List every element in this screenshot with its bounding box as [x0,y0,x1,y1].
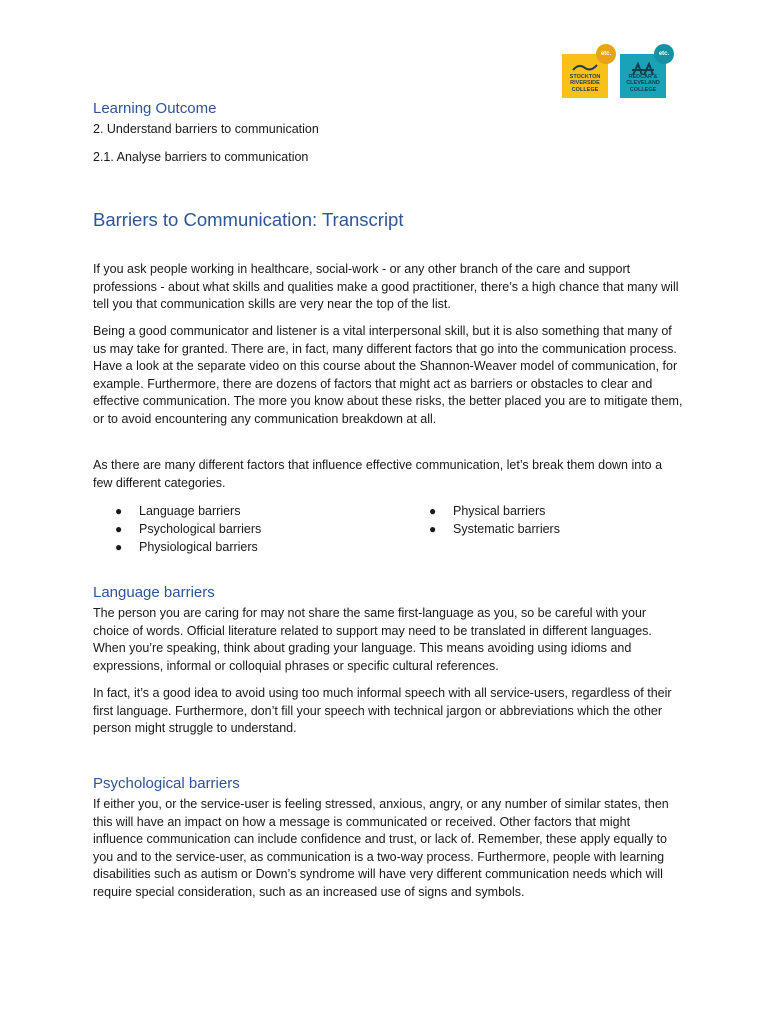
bullet-icon: ● [115,540,123,554]
list-item: ● Physical barriers [429,504,546,518]
language-paragraph-2: In fact, it’s a good idea to avoid using too much informal speech with all service-users, regardless of their first language. Furthermore, don’t fill your speech with technical jargon or abbreviations which the other person might struggle to understand. [93,686,672,736]
learning-outcome-heading: Learning Outcome [93,100,217,117]
stockton-riverside-college-logo [562,51,612,98]
etc-badge: etc. [654,44,674,64]
list-item: ● Language barriers [115,504,241,518]
intro-paragraph-1: If you ask people working in healthcare, social-work - or any other branch of the care and support professions - about what skills and qualities make a good practitioner, there’s a high chance that many will tell you that communication skills are very near the top of the list. [93,262,679,312]
learning-outcome-line: 2. Understand barriers to communication [93,122,319,136]
list-item: ● Psychological barriers [115,522,262,536]
college-logos [560,44,678,100]
bullet-icon: ● [115,504,123,518]
bullet-icon: ● [429,504,437,518]
learning-outcome-subline: 2.1. Analyse barriers to communication [93,150,309,164]
categories-column-left [115,502,261,556]
psychological-barriers-heading: Psychological barriers [93,775,240,792]
redcar-cleveland-college-logo [620,51,670,98]
categories-column-right [429,502,560,538]
bullet-icon: ● [115,522,123,536]
wave-icon [572,62,598,72]
intro-paragraph-3: As there are many different factors that influence effective communication, let’s break them down into a few different categories. [93,458,663,490]
bullet-icon: ● [429,522,437,536]
list-item: ● Physiological barriers [115,540,258,554]
psychological-paragraph-1: If either you, or the service-user is feeling stressed, anxious, angry, or any number of similar states, then this will have an impact on how a message is communicated or received. Other factors that might influence communication can include confidence and trust, or lack of. Remember, these apply equally to you and to the service-user, as communication is a two-way process. Furthermore, people with learning disabilities such as autism or Down’s syndrome will have very different communication needs which will require special consideration, such as an increased use of signs and symbols. [93,797,669,899]
logo-wordmark: STOCKTON RIVERSIDE COLLEGE [569,73,601,93]
language-paragraph-1: The person you are caring for may not share the same first-language as you, so be careful with your choice of words. Official literature related to support may need to be translated in different languages. When you’re speaking, think about grading your language. This means avoiding using idioms and expressions, informal or colloquial phrases or specific cultural references. [93,606,652,673]
language-barriers-heading: Language barriers [93,584,215,601]
logo-wordmark: REDCAR & CLEVELAND COLLEGE [626,73,660,93]
list-item: ● Systematic barriers [429,522,560,536]
page-title: Barriers to Communication: Transcript [93,209,404,230]
intro-paragraph-2: Being a good communicator and listener is a vital interpersonal skill, but it is also something that many of us may take for granted. There are, in fact, many different factors that go into the communication process. Have a look at the separate video on this course about the Shannon-Weaver model of communication, for example. Furthermore, there are dozens of factors that might act as barriers or obstacles to clear and effective communication. The more you know about these risks, the better placed you are to mitigate them, or to avoid encountering any communication breakdown at all. [93,324,683,426]
etc-badge: etc. [596,44,616,64]
